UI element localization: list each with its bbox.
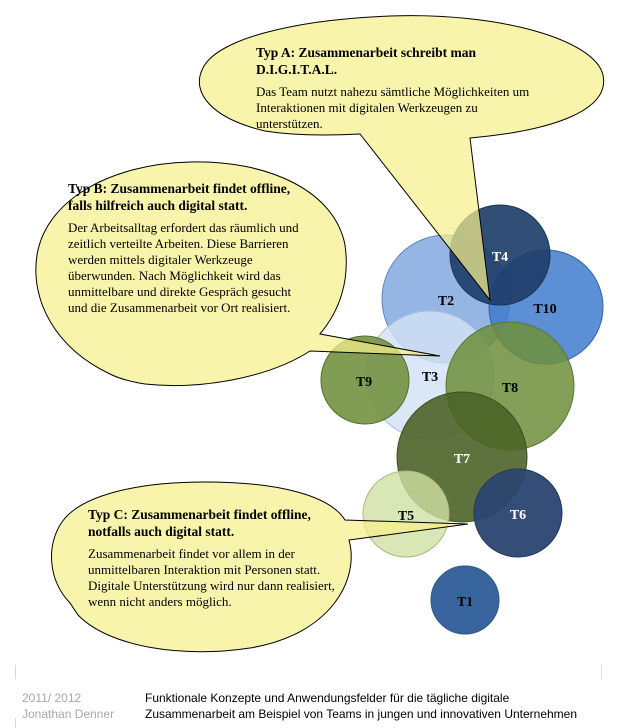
callout-a-title: Typ A: Zusammenarbeit schreibt man D.I.G.I.T.A.L. xyxy=(256,45,477,77)
team-label-t2: T2 xyxy=(437,294,455,309)
callout-b-title: Typ B: Zusammenarbeit findet offline, falls hilfreich auch digital statt. xyxy=(68,181,291,213)
footer-title-line1: Funktionale Konzepte und Anwendungsfelder für die tägliche digitale xyxy=(145,691,510,705)
footer-name: Jonathan Denner xyxy=(22,707,115,721)
callout-c-body: Zusammenarbeit findet vor allem in der unmittelbaren Interaktion mit Personen statt. Digitale Unterstützung wird nur dann realisiert, wenn nicht anders möglich. xyxy=(88,546,335,609)
callout-c xyxy=(88,506,353,610)
team-label-t8: T8 xyxy=(501,381,519,396)
footer-title-line2: Zusammenarbeit am Beispiel von Teams in jungen und innovativen Unternehmen xyxy=(145,707,578,721)
corner-mark-left xyxy=(15,665,16,679)
team-label-t1: T1 xyxy=(456,595,474,610)
footer-year: 2011/ 2012 xyxy=(22,691,82,705)
team-label-t3: T3 xyxy=(421,370,439,385)
corner-mark-bottom-left xyxy=(15,718,16,728)
callout-c-title: Typ C: Zusammenarbeit findet offline, notfalls auch digital statt. xyxy=(88,507,311,539)
callout-a xyxy=(256,44,536,132)
team-label-t7: T7 xyxy=(453,452,471,467)
corner-mark-right xyxy=(601,665,602,679)
team-label-t4: T4 xyxy=(491,250,509,265)
footer-author xyxy=(22,690,114,722)
team-bubbles xyxy=(321,205,603,634)
team-label-t9: T9 xyxy=(355,375,373,390)
callout-b-body: Der Arbeitsalltag erfordert das räumlich und zeitlich verteilte Arbeiten. Diese Barrieren werden mittels digitaler Werkzeuge überwunden. Nach Möglichkeit wird das unmittelbare und direkte Gespräch gesucht und die Zusammenarbeit vor Ort realisiert. xyxy=(68,220,299,315)
team-label-t5: T5 xyxy=(397,509,415,524)
callout-a-body: Das Team nutzt nahezu sämtliche Möglichkeiten um Interaktionen mit digitalen Werkzeugen zu unterstützen. xyxy=(256,84,530,131)
team-label-t6: T6 xyxy=(509,508,527,523)
footer-title xyxy=(145,690,577,722)
callout-b xyxy=(68,180,308,316)
team-label-t10: T10 xyxy=(533,302,557,317)
